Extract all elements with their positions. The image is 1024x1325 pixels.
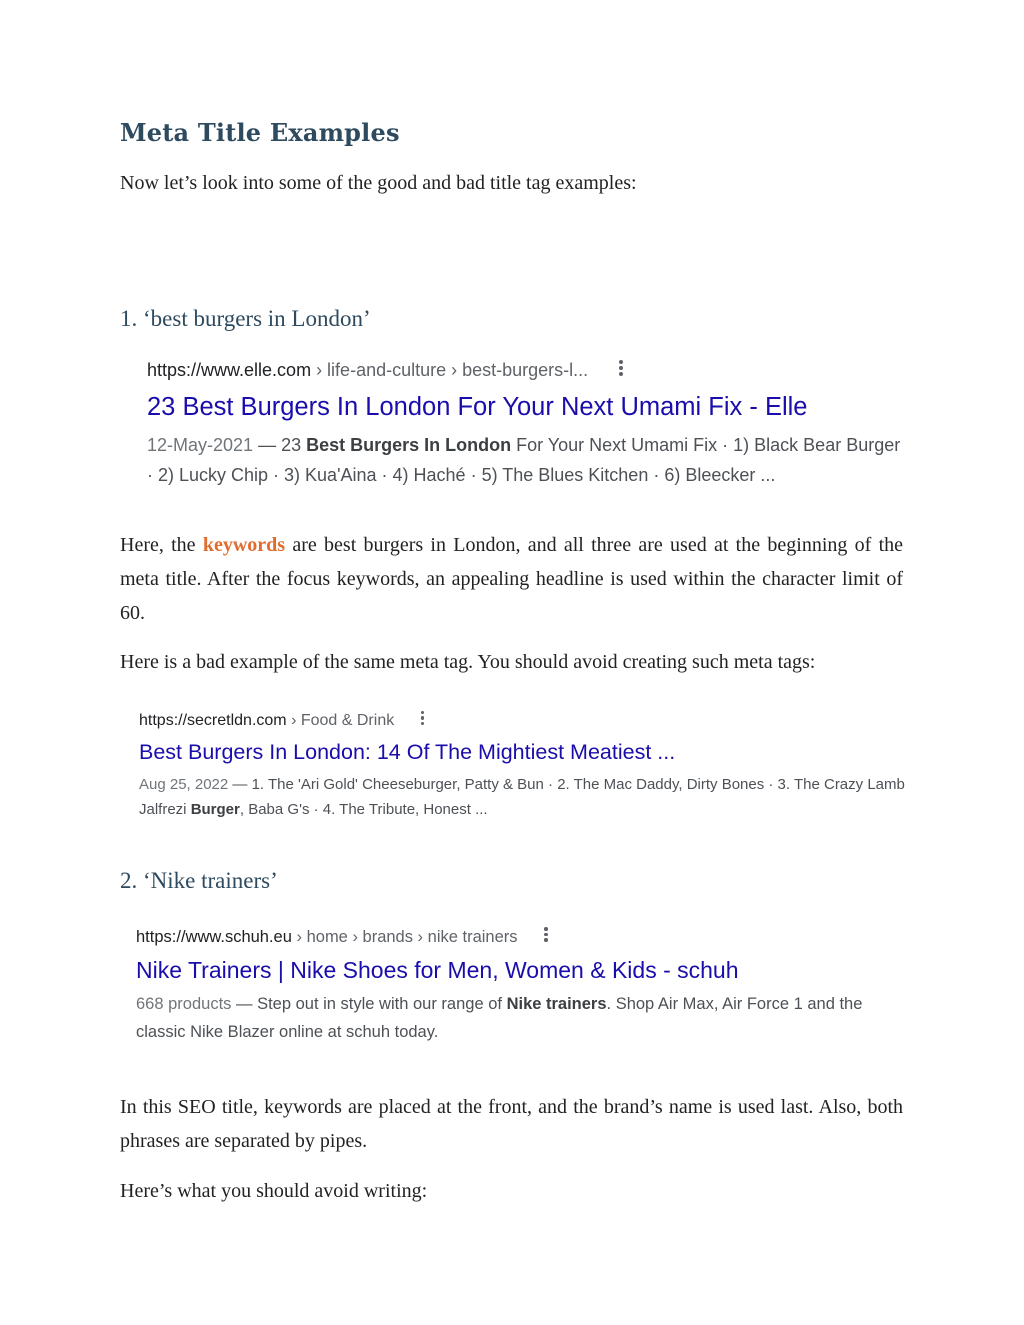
snippet-highlight: Burger — [190, 801, 240, 818]
example-1-heading: 1. ‘best burgers in London’ — [120, 306, 371, 331]
serp-result-schuh — [136, 928, 907, 1046]
result-title-link[interactable]: 23 Best Burgers In London For Your Next Umami Fix - Elle — [147, 393, 808, 421]
result-breadcrumb: › life-and-culture › best-burgers-l... — [311, 360, 589, 380]
result-snippet: 668 products — Step out in style with our range of Nike trainers. Shop Air Max, Air Force 1 and the classic Nike Blazer online at schuh today. — [136, 995, 863, 1041]
result-site: https://www.schuh.eu — [136, 928, 292, 946]
result-title-link[interactable]: Nike Trainers | Nike Shoes for Men, Women & Kids - schuh — [136, 957, 739, 983]
avoid-intro: Here’s what you should avoid writing: — [120, 1180, 428, 1202]
example-2-explanation: In this SEO title, keywords are placed at the front, and the brand’s name is used last. Also, both phrases are separated by pipes. — [120, 1096, 903, 1152]
result-date: 12-May-2021 — [147, 435, 254, 455]
more-vert-icon[interactable] — [619, 358, 623, 378]
bad-example-intro: Here is a bad example of the same meta tag. You should avoid creating such meta tags: — [120, 651, 816, 673]
example-1-explanation: Here, the keywords are best burgers in London, and all three are used at the beginning of the meta title. After the focus keywords, an appealing headline is used within the character limit of 60. — [120, 534, 904, 624]
result-date: 668 products — [136, 995, 232, 1013]
page-title: Meta Title Examples — [120, 118, 400, 147]
result-url[interactable] — [147, 360, 907, 381]
serp-result-secretldn — [139, 712, 907, 822]
result-date: Aug 25, 2022 — [139, 776, 229, 793]
result-url[interactable] — [139, 712, 907, 730]
result-snippet: 12-May-2021 — 23 Best Burgers In London For Your Next Umami Fix · 1) Black Bear Burger · 2) Lucky Chip · 3) Kua'Aina · 4) Haché · 5) The Blues Kitchen · 6) Bleecker ... — [147, 435, 901, 485]
more-vert-icon[interactable] — [421, 709, 425, 728]
result-breadcrumb: › Food & Drink — [286, 712, 395, 729]
snippet-highlight: Nike trainers — [506, 995, 607, 1013]
result-url[interactable] — [136, 928, 907, 947]
example-2-heading: 2. ‘Nike trainers’ — [120, 868, 278, 893]
result-snippet: Aug 25, 2022 — 1. The 'Ari Gold' Cheeseburger, Patty & Bun · 2. The Mac Daddy, Dirty Bones · 3. The Crazy Lamb Jalfrezi Burger, Baba G's · 4. The Tribute, Honest ... — [139, 776, 905, 818]
result-breadcrumb: › home › brands › nike trainers — [291, 928, 518, 946]
snippet-highlight: Best Burgers In London — [306, 435, 512, 455]
result-site: https://www.elle.com — [147, 360, 312, 380]
intro-paragraph: Now let’s look into some of the good and bad title tag examples: — [120, 172, 637, 194]
keywords-link[interactable]: keywords — [202, 534, 286, 556]
result-title-link[interactable]: Best Burgers In London: 14 Of The Mightiest Meatiest ... — [139, 740, 676, 764]
more-vert-icon[interactable] — [544, 925, 548, 944]
result-site: https://secretldn.com — [139, 712, 287, 729]
serp-result-elle — [147, 360, 907, 490]
